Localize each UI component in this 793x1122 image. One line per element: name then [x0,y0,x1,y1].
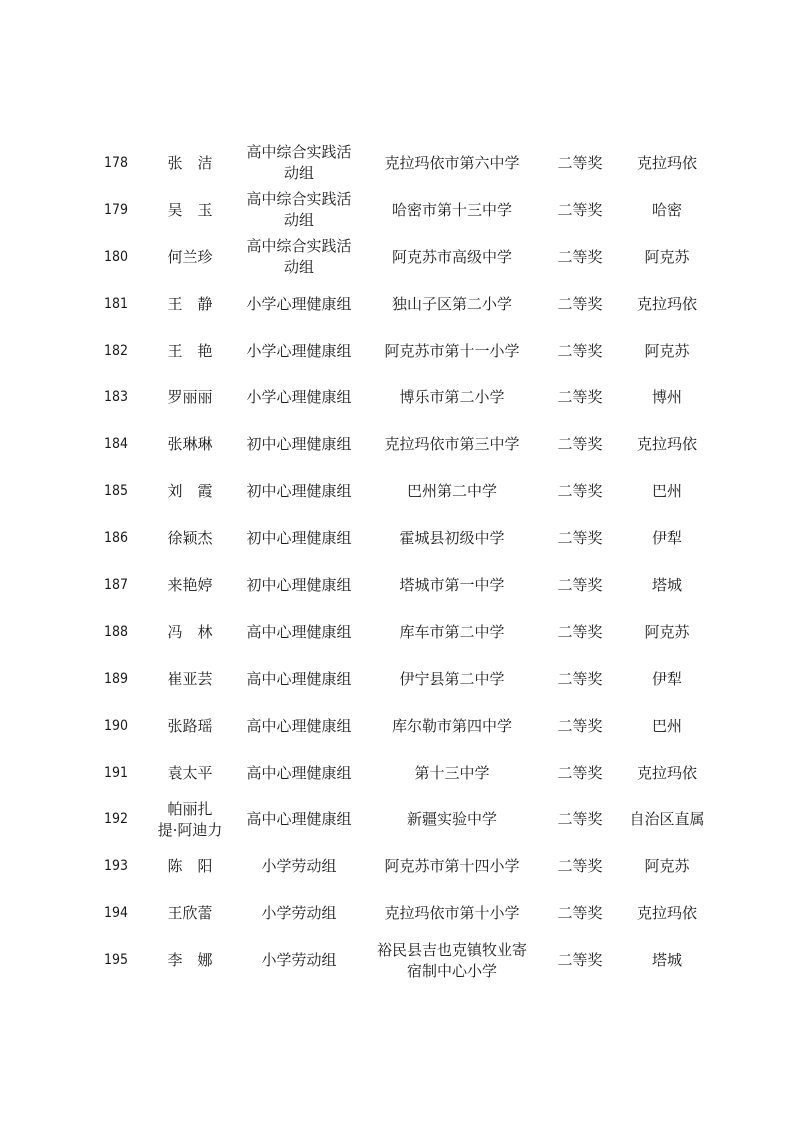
row-number: 195 [103,952,129,969]
table-row [0,187,793,234]
row-number: 179 [103,201,129,218]
participant-name: 王 艳 [167,341,213,360]
table-row [0,843,793,890]
school-name: 克拉玛依市第三中学 [384,435,520,454]
award-level: 二等奖 [557,435,603,454]
school-name: 塔城市第一中学 [399,575,505,594]
participant-name: 帕丽扎 提·阿迪力 [157,799,223,839]
competition-group: 小学心理健康组 [246,341,352,360]
row-number: 191 [103,764,129,781]
region-name: 克拉玛依 [636,294,697,313]
award-level: 二等奖 [557,857,603,876]
row-number: 185 [103,483,129,500]
region-name: 克拉玛依 [636,763,697,782]
participant-name: 陈 阳 [167,857,213,876]
competition-group: 高中心理健康组 [246,763,352,782]
region-name: 塔城 [651,951,682,970]
region-name: 伊犁 [651,669,682,688]
award-level: 二等奖 [557,341,603,360]
competition-group: 高中心理健康组 [246,622,352,641]
region-name: 博州 [651,388,682,407]
school-name: 库尔勒市第四中学 [391,716,512,735]
award-level: 二等奖 [557,247,603,266]
award-level: 二等奖 [557,716,603,735]
school-name: 伊宁县第二中学 [399,669,505,688]
region-name: 克拉玛依 [636,435,697,454]
region-name: 阿克苏 [644,622,690,641]
region-name: 自治区直属 [629,810,705,829]
school-name: 巴州第二中学 [406,482,497,501]
table-row [0,234,793,281]
participant-name: 何兰珍 [167,247,213,266]
award-level: 二等奖 [557,200,603,219]
participant-name: 冯 林 [167,622,213,641]
competition-group: 高中心理健康组 [246,669,352,688]
table-row [0,656,793,703]
competition-group: 高中综合实践活 动组 [246,237,352,277]
row-number: 194 [103,905,129,922]
competition-group: 小学心理健康组 [246,388,352,407]
award-level: 二等奖 [557,153,603,172]
competition-group: 初中心理健康组 [246,435,352,454]
table-row [0,937,793,984]
school-name: 新疆实验中学 [406,810,497,829]
school-name: 哈密市第十三中学 [391,200,512,219]
row-number: 189 [103,670,129,687]
region-name: 巴州 [651,716,682,735]
school-name: 博乐市第二小学 [399,388,505,407]
row-number: 190 [103,717,129,734]
participant-name: 张路瑶 [167,716,213,735]
row-number: 187 [103,576,129,593]
row-number: 186 [103,530,129,547]
region-name: 哈密 [651,200,682,219]
school-name: 霍城县初级中学 [399,529,505,548]
participant-name: 吴 玉 [167,200,213,219]
row-number: 183 [103,389,129,406]
table-row [0,515,793,562]
participant-name: 罗丽丽 [167,388,213,407]
award-level: 二等奖 [557,669,603,688]
table-row [0,421,793,468]
competition-group: 初中心理健康组 [246,529,352,548]
table-row [0,374,793,421]
award-level: 二等奖 [557,622,603,641]
school-name: 克拉玛依市第六中学 [384,153,520,172]
table-row [0,703,793,750]
table-row [0,468,793,515]
school-name: 阿克苏市第十四小学 [384,857,520,876]
competition-group: 初中心理健康组 [246,575,352,594]
region-name: 巴州 [651,482,682,501]
competition-group: 高中综合实践活 动组 [246,143,352,183]
table-row [0,750,793,797]
award-level: 二等奖 [557,529,603,548]
competition-group: 小学劳动组 [261,904,337,923]
region-name: 阿克苏 [644,857,690,876]
table-row [0,796,793,843]
participant-name: 张 洁 [167,153,213,172]
row-number: 181 [103,295,129,312]
row-number: 182 [103,342,129,359]
school-name: 阿克苏市高级中学 [391,247,512,266]
award-level: 二等奖 [557,904,603,923]
award-level: 二等奖 [557,482,603,501]
row-number: 188 [103,623,129,640]
participant-name: 崔亚芸 [167,669,213,688]
region-name: 塔城 [651,575,682,594]
award-level: 二等奖 [557,951,603,970]
row-number: 178 [103,154,129,171]
school-name: 裕民县吉也克镇牧业寄 宿制中心小学 [376,940,527,980]
row-number: 180 [103,248,129,265]
participant-name: 王 静 [167,294,213,313]
participant-name: 刘 霞 [167,482,213,501]
region-name: 阿克苏 [644,247,690,266]
region-name: 克拉玛依 [636,153,697,172]
competition-group: 初中心理健康组 [246,482,352,501]
table-row [0,281,793,328]
award-level: 二等奖 [557,575,603,594]
region-name: 伊犁 [651,529,682,548]
participant-name: 袁太平 [167,763,213,782]
award-level: 二等奖 [557,810,603,829]
competition-group: 高中心理健康组 [246,810,352,829]
school-name: 独山子区第二小学 [391,294,512,313]
participant-name: 张琳琳 [167,435,213,454]
competition-group: 高中心理健康组 [246,716,352,735]
table-row [0,328,793,375]
region-name: 阿克苏 [644,341,690,360]
region-name: 克拉玛依 [636,904,697,923]
participant-name: 徐颖杰 [167,529,213,548]
school-name: 阿克苏市第十一小学 [384,341,520,360]
school-name: 克拉玛依市第十小学 [384,904,520,923]
participant-name: 来艳婷 [167,575,213,594]
award-list-table [0,140,793,984]
school-name: 第十三中学 [414,763,490,782]
award-level: 二等奖 [557,388,603,407]
row-number: 192 [103,811,129,828]
row-number: 184 [103,436,129,453]
competition-group: 小学心理健康组 [246,294,352,313]
competition-group: 高中综合实践活 动组 [246,190,352,230]
table-row [0,890,793,937]
table-row [0,609,793,656]
competition-group: 小学劳动组 [261,857,337,876]
table-row [0,140,793,187]
row-number: 193 [103,858,129,875]
table-row [0,562,793,609]
participant-name: 王欣蕾 [167,904,213,923]
award-level: 二等奖 [557,763,603,782]
competition-group: 小学劳动组 [261,951,337,970]
school-name: 库车市第二中学 [399,622,505,641]
award-level: 二等奖 [557,294,603,313]
participant-name: 李 娜 [167,951,213,970]
